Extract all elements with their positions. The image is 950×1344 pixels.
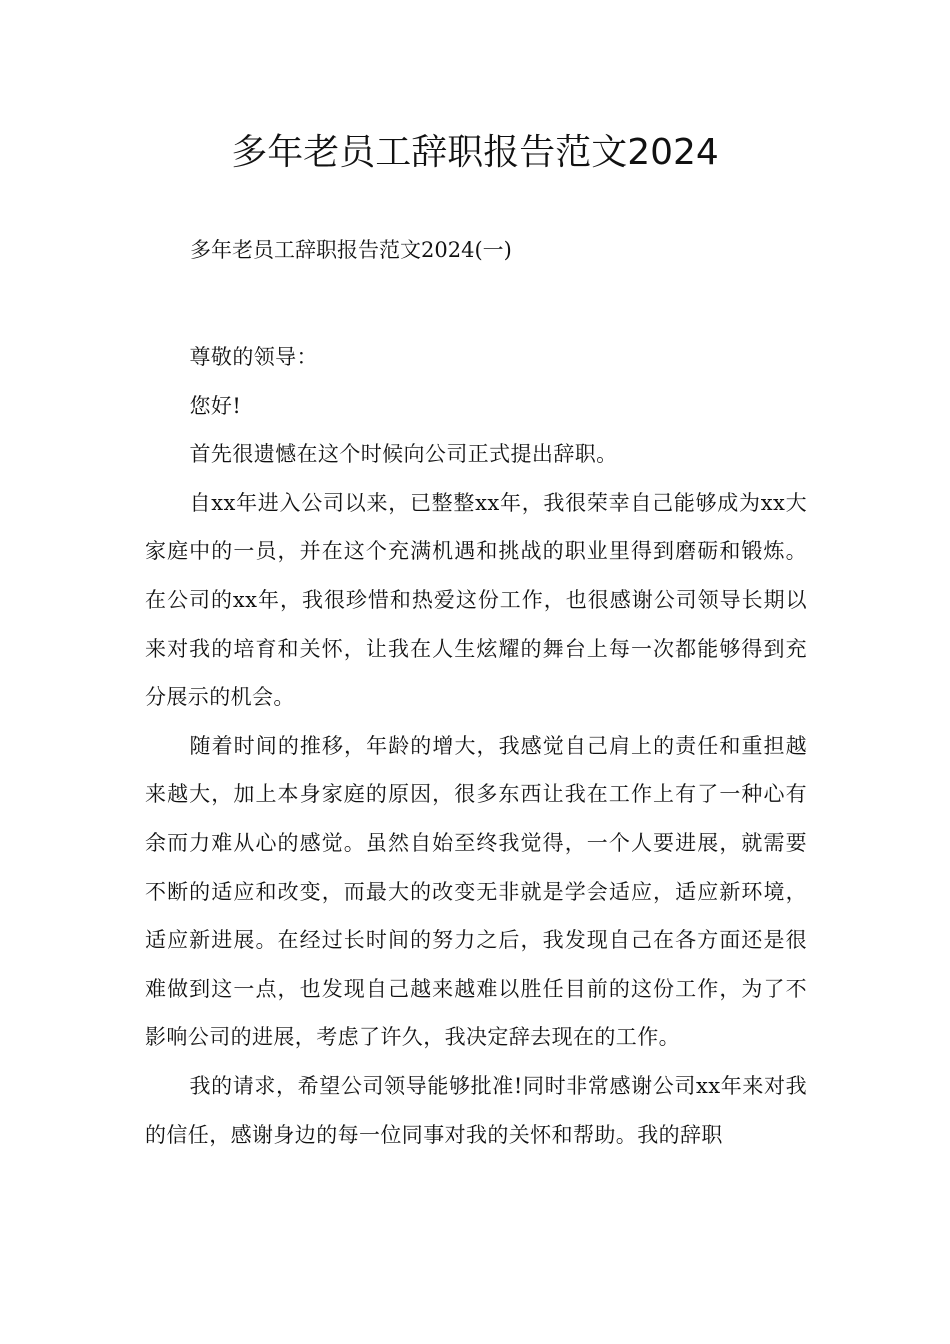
body-paragraph: 首先很遗憾在这个时候向公司正式提出辞职。	[189, 442, 618, 467]
body-paragraph: 随着时间的推移，年龄的增大，我感觉自己肩上的责任和重担越来越大，加上本身家庭的原因，很多东西让我在工作上有了一种心有余而力难从心的感觉。虽然自始至终我觉得，一个人要进展，就需要不断的适应和改变，而最大的改变无非就是学会适应，适应新环境，适应新进展。在经过长时间的努力之后，我发现自己在各方面还是很难做到这一点，也发现自己越来越难以胜任目前的这份工作，为了不影响公司的进展，考虑了许久，我决定辞去现在的工作。	[145, 733, 807, 1050]
letter-body	[145, 333, 807, 1159]
salutation: 尊敬的领导：	[189, 345, 318, 369]
body-paragraph: 我的请求，希望公司领导能够批准!同时非常感谢公司xx年来对我的信任，感谢身边的每一位同事对我的关怀和帮助。我的辞职	[145, 1073, 807, 1147]
greeting: 您好!	[189, 393, 242, 418]
body-paragraph: 自xx年进入公司以来，已整整xx年，我很荣幸自己能够成为xx大家庭中的一员，并在这个充满机遇和挑战的职业里得到磨砺和锻炼。在公司的xx年，我很珍惜和热爱这份工作，也很感谢公司领导长期以来对我的培育和关怀，让我在人生炫耀的舞台上每一次都能够得到充分展示的机会。	[145, 490, 807, 710]
document-subtitle: 多年老员工辞职报告范文2024(一)	[190, 238, 512, 262]
document-title: 多年老员工辞职报告范文2024	[231, 132, 719, 173]
